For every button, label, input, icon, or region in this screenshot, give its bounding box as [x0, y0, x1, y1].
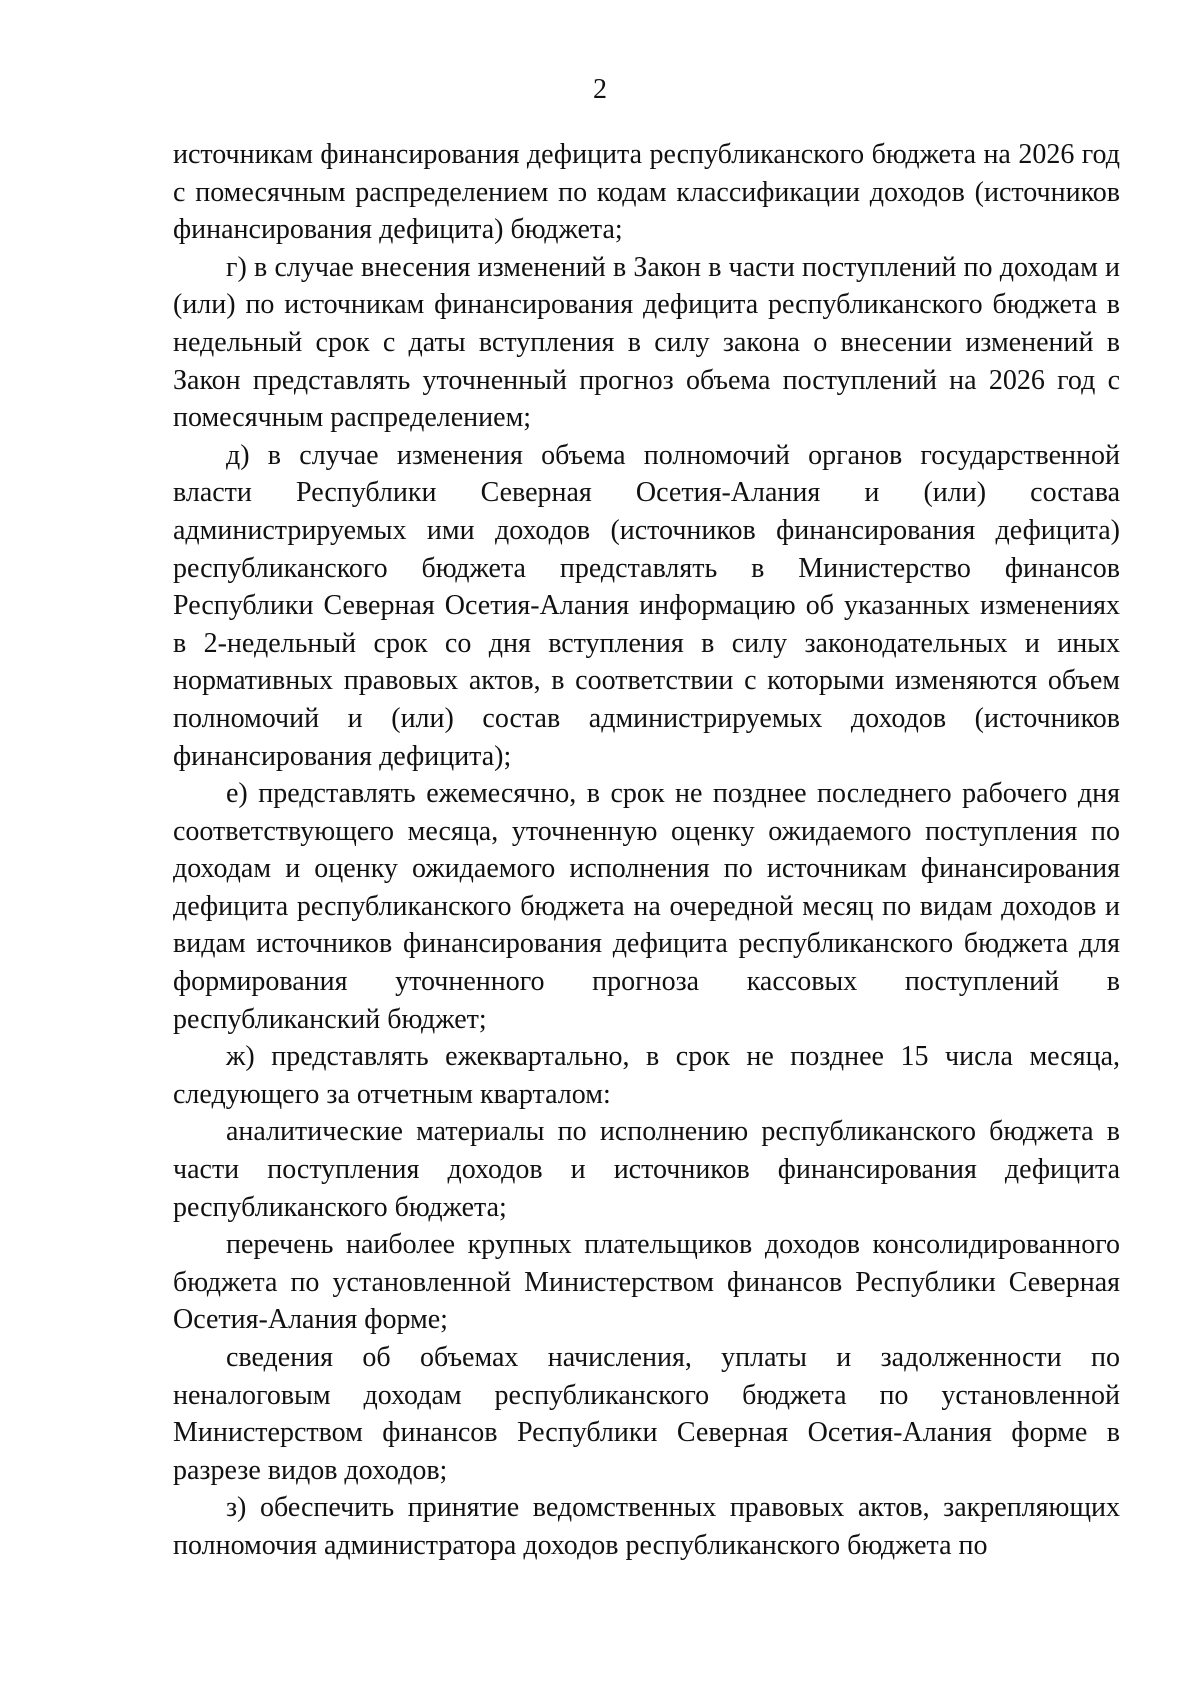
- paragraph-item-e: е) представлять ежемесячно, в срок не позднее последнего рабочего дня соответствующего месяца, уточненную оценку ожидаемого поступления по доходам и оценку ожидаемого исполнения по источникам финансирования дефицита республиканского бюджета на очередной месяц по видам доходов и видам источников финансирования дефицита республиканского бюджета для формирования уточненного прогноза кассовых поступлений в республиканский бюджет;: [173, 778, 1120, 1035]
- paragraph-item-z: з) обеспечить принятие ведомственных правовых актов, закрепляющих полномочия администратора доходов республиканского бюджета по: [173, 1492, 1120, 1561]
- document-body: [173, 136, 1120, 1565]
- paragraph-sub-non-tax-info: сведения об объемах начисления, уплаты и задолженности по неналоговым доходам республиканского бюджета по установленной Министерством финансов Республики Северная Осетия-Алания форме в разрезе видов доходов;: [173, 1342, 1120, 1486]
- page-number: 2: [593, 74, 607, 105]
- paragraph-continuation: источникам финансирования дефицита республиканского бюджета на 2026 год с помесячным распределением по кодам классификации доходов (источников финансирования дефицита) бюджета;: [173, 139, 1120, 246]
- paragraph-item-zh: ж) представлять ежеквартально, в срок не позднее 15 числа месяца, следующего за отчетным кварталом:: [173, 1041, 1120, 1110]
- paragraph-sub-analytics: аналитические материалы по исполнению республиканского бюджета в части поступления доходов и источников финансирования дефицита республиканского бюджета;: [173, 1116, 1120, 1223]
- paragraph-item-g: г) в случае внесения изменений в Закон в части поступлений по доходам и (или) по источникам финансирования дефицита республиканского бюджета в недельный срок с даты вступления в силу закона о внесении изменений в Закон представлять уточненный прогноз объема поступлений на 2026 год с помесячным распределением;: [173, 251, 1120, 434]
- paragraph-sub-payers-list: перечень наиболее крупных плательщиков доходов консолидированного бюджета по установленной Министерством финансов Республики Северная Осетия-Алания форме;: [173, 1229, 1120, 1336]
- paragraph-item-d: д) в случае изменения объема полномочий органов государственной власти Республики Северная Осетия-Алания и (или) состава администрируемых ими доходов (источников финансирования дефицита) республиканского бюджета представлять в Министерство финансов Республики Северная Осетия-Алания информацию об указанных изменениях в 2-недельный срок со дня вступления в силу законодательных и иных нормативных правовых актов, в соответствии с которыми изменяются объем полномочий и (или) состав администрируемых доходов (источников финансирования дефицита);: [173, 439, 1120, 772]
